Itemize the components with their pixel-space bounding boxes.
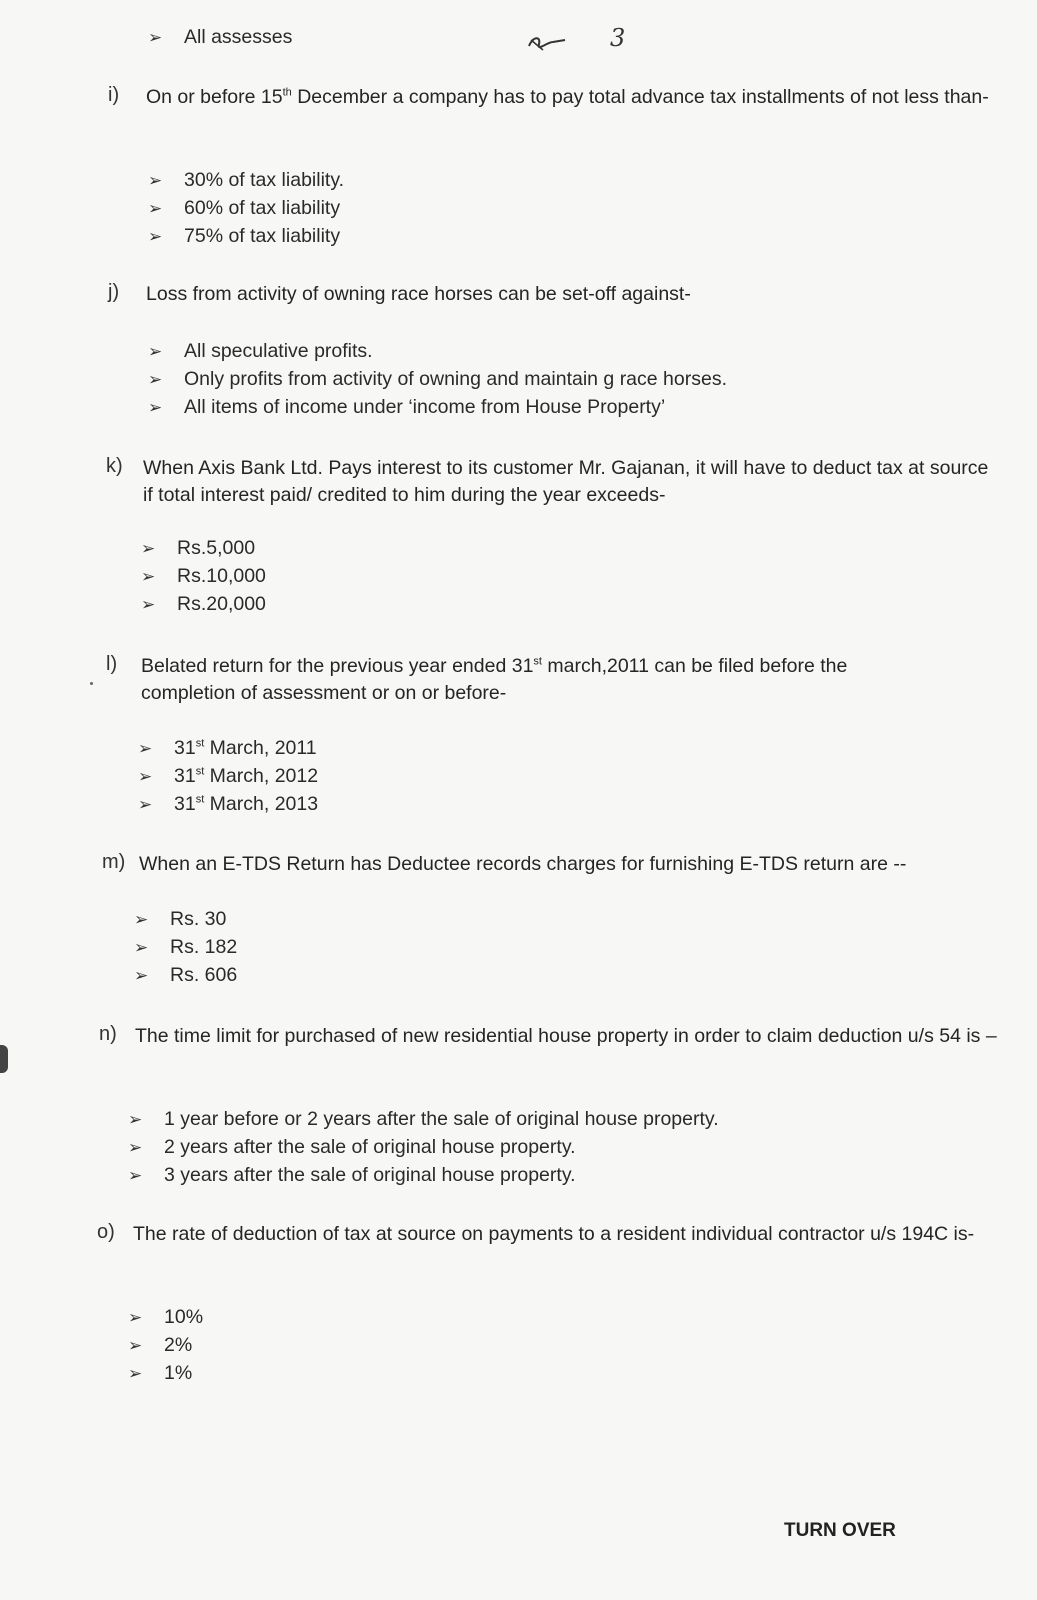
question-number-o: o) (97, 1221, 115, 1243)
arrow-bullet-icon: ➢ (128, 1110, 143, 1129)
option-i-2: ➢ 60% of tax liability (148, 195, 340, 222)
arrow-bullet-icon: ➢ (138, 739, 153, 758)
option-n-3: ➢ 3 years after the sale of original house property. (128, 1162, 576, 1189)
question-number-l: l) (106, 653, 118, 675)
option-n-2: ➢ 2 years after the sale of original house property. (128, 1134, 576, 1161)
option-m-2: ➢ Rs. 182 (134, 934, 237, 961)
arrow-bullet-icon: ➢ (141, 595, 156, 614)
arrow-bullet-icon: ➢ (134, 966, 149, 985)
arrow-bullet-icon: ➢ (148, 28, 163, 47)
question-number-k: k) (106, 455, 123, 477)
arrow-bullet-icon: ➢ (128, 1308, 143, 1327)
option-l-2: ➢ 31st March, 2012 (138, 763, 318, 790)
handwritten-scribble-icon (525, 30, 569, 56)
arrow-bullet-icon: ➢ (128, 1166, 143, 1185)
option-o-3: ➢ 1% (128, 1360, 192, 1387)
arrow-bullet-icon: ➢ (141, 567, 156, 586)
arrow-bullet-icon: ➢ (134, 938, 149, 957)
question-text-i: On or before 15th December a company has to pay total advance tax installments of not less than- (146, 86, 989, 108)
option-o-2: ➢ 2% (128, 1332, 192, 1359)
question-text-j: Loss from activity of owning race horses can be set-off against- (146, 283, 691, 305)
arrow-bullet-icon: ➢ (128, 1336, 143, 1355)
option-l-1: ➢ 31st March, 2011 (138, 735, 317, 762)
option-i-1: ➢ 30% of tax liability. (148, 167, 344, 194)
question-number-j: j) (108, 281, 120, 303)
arrow-bullet-icon: ➢ (141, 539, 156, 558)
arrow-bullet-icon: ➢ (134, 910, 149, 929)
option-j-3: ➢ All items of income under ‘income from House Property’ (148, 394, 665, 421)
question-text-k: When Axis Bank Ltd. Pays interest to its customer Mr. Gajanan, it will have to deduct tax at source if total interest paid/ credited to him during the year exceeds- (143, 457, 989, 506)
option-n-1: ➢ 1 year before or 2 years after the sale of original house property. (128, 1106, 719, 1133)
margin-mark (0, 1045, 8, 1073)
option-m-1: ➢ Rs. 30 (134, 906, 226, 933)
arrow-bullet-icon: ➢ (128, 1364, 143, 1383)
margin-dot (90, 682, 93, 685)
arrow-bullet-icon: ➢ (128, 1138, 143, 1157)
question-text-m: When an E-TDS Return has Deductee records charges for furnishing E-TDS return are -- (139, 853, 907, 875)
option-o-1: ➢ 10% (128, 1304, 203, 1331)
question-number-n: n) (99, 1023, 117, 1045)
option-m-3: ➢ Rs. 606 (134, 962, 237, 989)
option-k-1: ➢ Rs.5,000 (141, 535, 255, 562)
arrow-bullet-icon: ➢ (148, 171, 163, 190)
option-k-2: ➢ Rs.10,000 (141, 563, 266, 590)
question-number-i: i) (108, 84, 120, 106)
arrow-bullet-icon: ➢ (148, 370, 163, 389)
question-text-l: Belated return for the previous year ended 31st march,2011 can be filed before the completion of assessment or on or before- (141, 655, 848, 704)
option-j-1: ➢ All speculative profits. (148, 338, 373, 365)
arrow-bullet-icon: ➢ (148, 227, 163, 246)
turn-over-label: TURN OVER (784, 1520, 896, 1541)
option-l-3: ➢ 31st March, 2013 (138, 791, 318, 818)
option-j-2: ➢ Only profits from activity of owning and maintain g race horses. (148, 366, 727, 393)
arrow-bullet-icon: ➢ (138, 767, 153, 786)
question-text-o: The rate of deduction of tax at source on payments to a resident individual contractor u/s 194C is- (133, 1223, 975, 1245)
arrow-bullet-icon: ➢ (138, 795, 153, 814)
arrow-bullet-icon: ➢ (148, 398, 163, 417)
option-all-assesses: ➢ All assesses (148, 24, 292, 51)
page-number: 3 (610, 24, 626, 52)
option-k-3: ➢ Rs.20,000 (141, 591, 266, 618)
option-i-3: ➢ 75% of tax liability (148, 223, 340, 250)
question-number-m: m) (102, 851, 126, 873)
arrow-bullet-icon: ➢ (148, 199, 163, 218)
arrow-bullet-icon: ➢ (148, 342, 163, 361)
question-text-n: The time limit for purchased of new residential house property in order to claim deduction u/s 54 is – (135, 1025, 997, 1047)
